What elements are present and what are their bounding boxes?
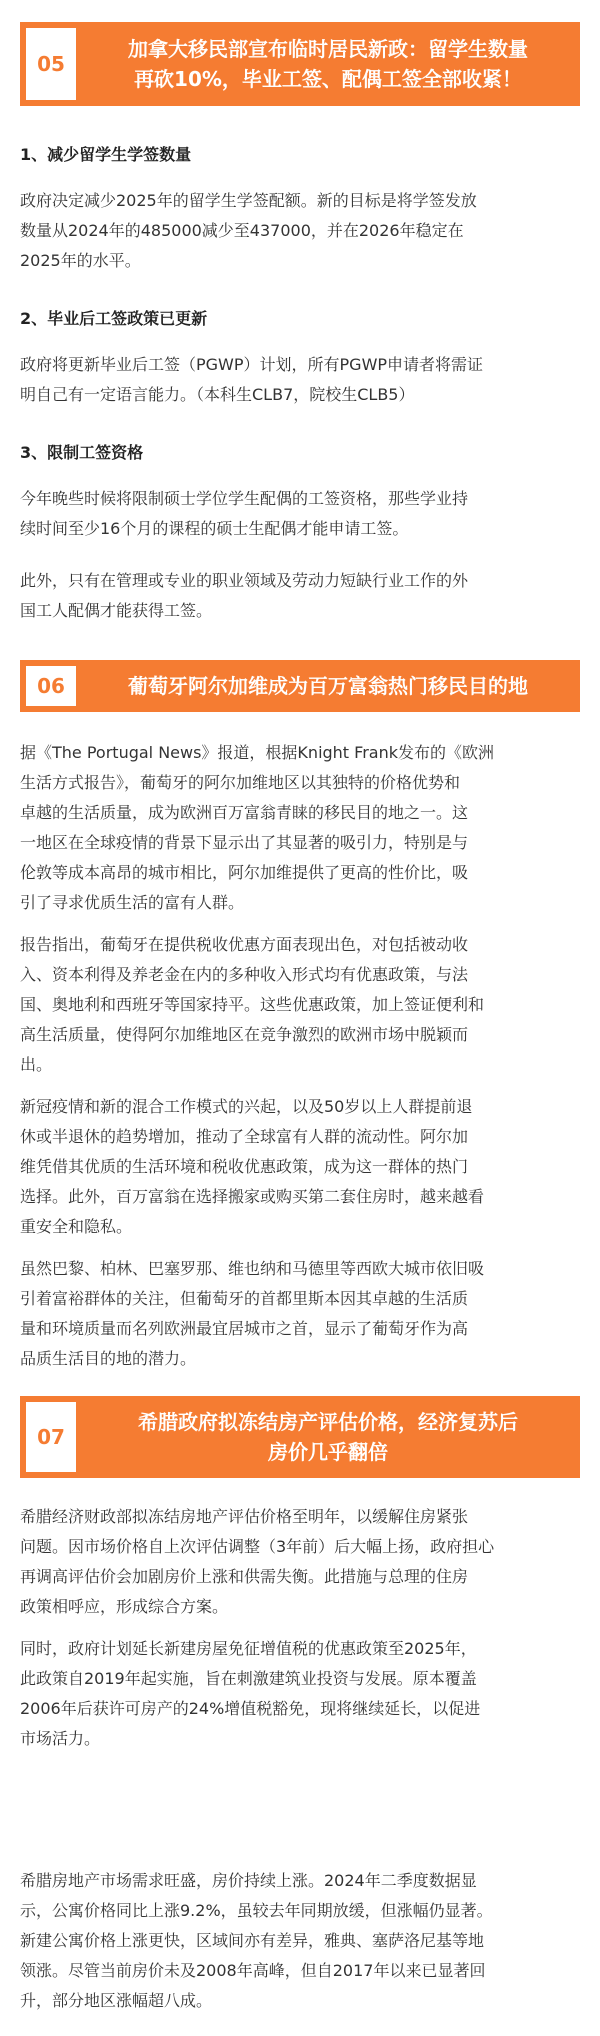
section-title — [86, 22, 570, 106]
paragraph-line: 虽然巴黎、柏林、巴塞罗那、维也纳和马德里等西欧大城市依旧吸 — [20, 1259, 485, 1278]
subsection-heading: 3、限制工签资格 — [20, 443, 144, 462]
paragraph-line: 维凭借其优质的生活环境和税收优惠政策，成为这一群体的热门 — [20, 1157, 469, 1176]
section-title — [86, 1396, 570, 1478]
paragraph — [20, 1634, 580, 1754]
paragraph-line: 据《The Portugal News》报道，根据Knight Frank发布的《欧洲 — [20, 743, 494, 762]
paragraph-line: 高生活质量，使得阿尔加维地区在竞争激烈的欧洲市场中脱颖而 — [20, 1025, 469, 1044]
paragraph — [20, 566, 580, 626]
paragraph-line: 此政策自2019年起实施，旨在刺激建筑业投资与发展。原本覆盖 — [20, 1669, 477, 1688]
paragraph-line: 卓越的生活质量，成为欧洲百万富翁青睐的移民目的地之一。这 — [20, 803, 469, 822]
paragraph-line: 重安全和隐私。 — [20, 1217, 133, 1236]
paragraph — [20, 1866, 580, 2016]
section-06-banner — [20, 660, 580, 712]
paragraph-line: 希腊经济财政部拟冻结房地产评估价格至明年，以缓解住房紧张 — [20, 1507, 469, 1526]
paragraph-line: 量和环境质量而名列欧洲最宜居城市之首，显示了葡萄牙作为高 — [20, 1319, 469, 1338]
paragraph — [20, 1254, 580, 1374]
paragraph-line: 再调高评估价会加剧房价上涨和供需失衡。此措施与总理的住房 — [20, 1567, 469, 1586]
section-number-box — [26, 28, 76, 100]
paragraph-line: 今年晚些时候将限制硕士学位学生配偶的工签资格，那些学业持 — [20, 489, 469, 508]
paragraph-line: 入、资本利得及养老金在内的多种收入形式均有优惠政策，与法 — [20, 965, 469, 984]
section-number: 05 — [37, 52, 65, 76]
paragraph — [20, 350, 580, 410]
section-number: 06 — [37, 674, 65, 698]
paragraph-line: 伦敦等成本高昂的城市相比，阿尔加维提供了更高的性价比，吸 — [20, 863, 469, 882]
paragraph-line: 一地区在全球疫情的背景下显示出了其显著的吸引力，特别是与 — [20, 833, 469, 852]
paragraph-line: 出。 — [20, 1055, 53, 1074]
subsection-heading: 2、毕业后工签政策已更新 — [20, 309, 208, 328]
paragraph-line: 数量从2024年的485000减少至437000，并在2026年稳定在 — [20, 221, 464, 240]
paragraph-line: 国工人配偶才能获得工签。 — [20, 601, 213, 620]
section-number-box — [26, 1402, 76, 1472]
paragraph-line: 国、奥地利和西班牙等国家持平。这些优惠政策，加上签证便利和 — [20, 995, 485, 1014]
paragraph-line: 问题。因市场价格自上次评估调整（3年前）后大幅上扬，政府担心 — [20, 1537, 495, 1556]
section-number: 07 — [37, 1425, 65, 1449]
section-title-line: 希腊政府拟冻结房产评估价格，经济复苏后 — [138, 1410, 518, 1434]
paragraph-line: 市场活力。 — [20, 1729, 101, 1748]
paragraph — [20, 930, 580, 1080]
paragraph — [20, 186, 580, 276]
paragraph-line: 引了寻求优质生活的富有人群。 — [20, 893, 245, 912]
paragraph — [20, 1502, 580, 1622]
paragraph-line: 选择。此外，百万富翁在选择搬家或购买第二套住房时，越来越看 — [20, 1187, 485, 1206]
paragraph-line: 报告指出，葡萄牙在提供税收优惠方面表现出色，对包括被动收 — [20, 935, 469, 954]
paragraph-line: 续时间至少16个月的课程的硕士生配偶才能申请工签。 — [20, 519, 409, 538]
paragraph-line: 明自己有一定语言能力。（本科生CLB7，院校生CLB5） — [20, 385, 415, 404]
paragraph-line: 政府将更新毕业后工签（PGWP）计划，所有PGWP申请者将需证 — [20, 355, 484, 374]
paragraph-line: 升，部分地区涨幅超八成。 — [20, 1991, 213, 2010]
paragraph — [20, 738, 580, 918]
paragraph-line: 2006年后获许可房产的24%增值税豁免，现将继续延长，以促进 — [20, 1699, 481, 1718]
paragraph-line: 希腊房地产市场需求旺盛，房价持续上涨。2024年二季度数据显 — [20, 1871, 477, 1890]
paragraph-line: 2025年的水平。 — [20, 251, 141, 270]
paragraph-line: 引着富裕群体的关注，但葡萄牙的首都里斯本因其卓越的生活质 — [20, 1289, 469, 1308]
section-title-line: 葡萄牙阿尔加维成为百万富翁热门移民目的地 — [128, 674, 528, 698]
paragraph-line: 新冠疫情和新的混合工作模式的兴起，以及50岁以上人群提前退 — [20, 1097, 473, 1116]
section-title-line: 再砍10%，毕业工签、配偶工签全部收紧！ — [134, 67, 522, 91]
paragraph-line: 品质生活目的地的潜力。 — [20, 1349, 197, 1368]
paragraph-line: 生活方式报告》，葡萄牙的阿尔加维地区以其独特的价格优势和 — [20, 773, 461, 792]
paragraph-line: 此外，只有在管理或专业的职业领域及劳动力短缺行业工作的外 — [20, 571, 469, 590]
section-05-banner — [20, 22, 580, 106]
paragraph-line: 同时，政府计划延长新建房屋免征增值税的优惠政策至2025年， — [20, 1639, 477, 1658]
paragraph-line: 政策相呼应，形成综合方案。 — [20, 1597, 229, 1616]
paragraph-line: 新建公寓价格上涨更快，区域间亦有差异，雅典、塞萨洛尼基等地 — [20, 1931, 485, 1950]
section-title — [86, 660, 570, 712]
paragraph-line: 休或半退休的趋势增加，推动了全球富有人群的流动性。阿尔加 — [20, 1127, 469, 1146]
paragraph — [20, 1092, 580, 1242]
paragraph — [20, 484, 580, 544]
subsection-heading: 1、减少留学生学签数量 — [20, 145, 192, 164]
section-07-banner — [20, 1396, 580, 1478]
paragraph-line: 政府决定减少2025年的留学生学签配额。新的目标是将学签发放 — [20, 191, 477, 210]
paragraph-line: 示，公寓价格同比上涨9.2%，虽较去年同期放缓，但涨幅仍显著。 — [20, 1901, 493, 1920]
section-number-box — [26, 666, 76, 706]
section-title-line: 加拿大移民部宣布临时居民新政：留学生数量 — [128, 37, 528, 61]
section-title-line: 房价几乎翻倍 — [268, 1440, 388, 1464]
paragraph-line: 领涨。尽管当前房价未及2008年高峰，但自2017年以来已显著回 — [20, 1961, 486, 1980]
